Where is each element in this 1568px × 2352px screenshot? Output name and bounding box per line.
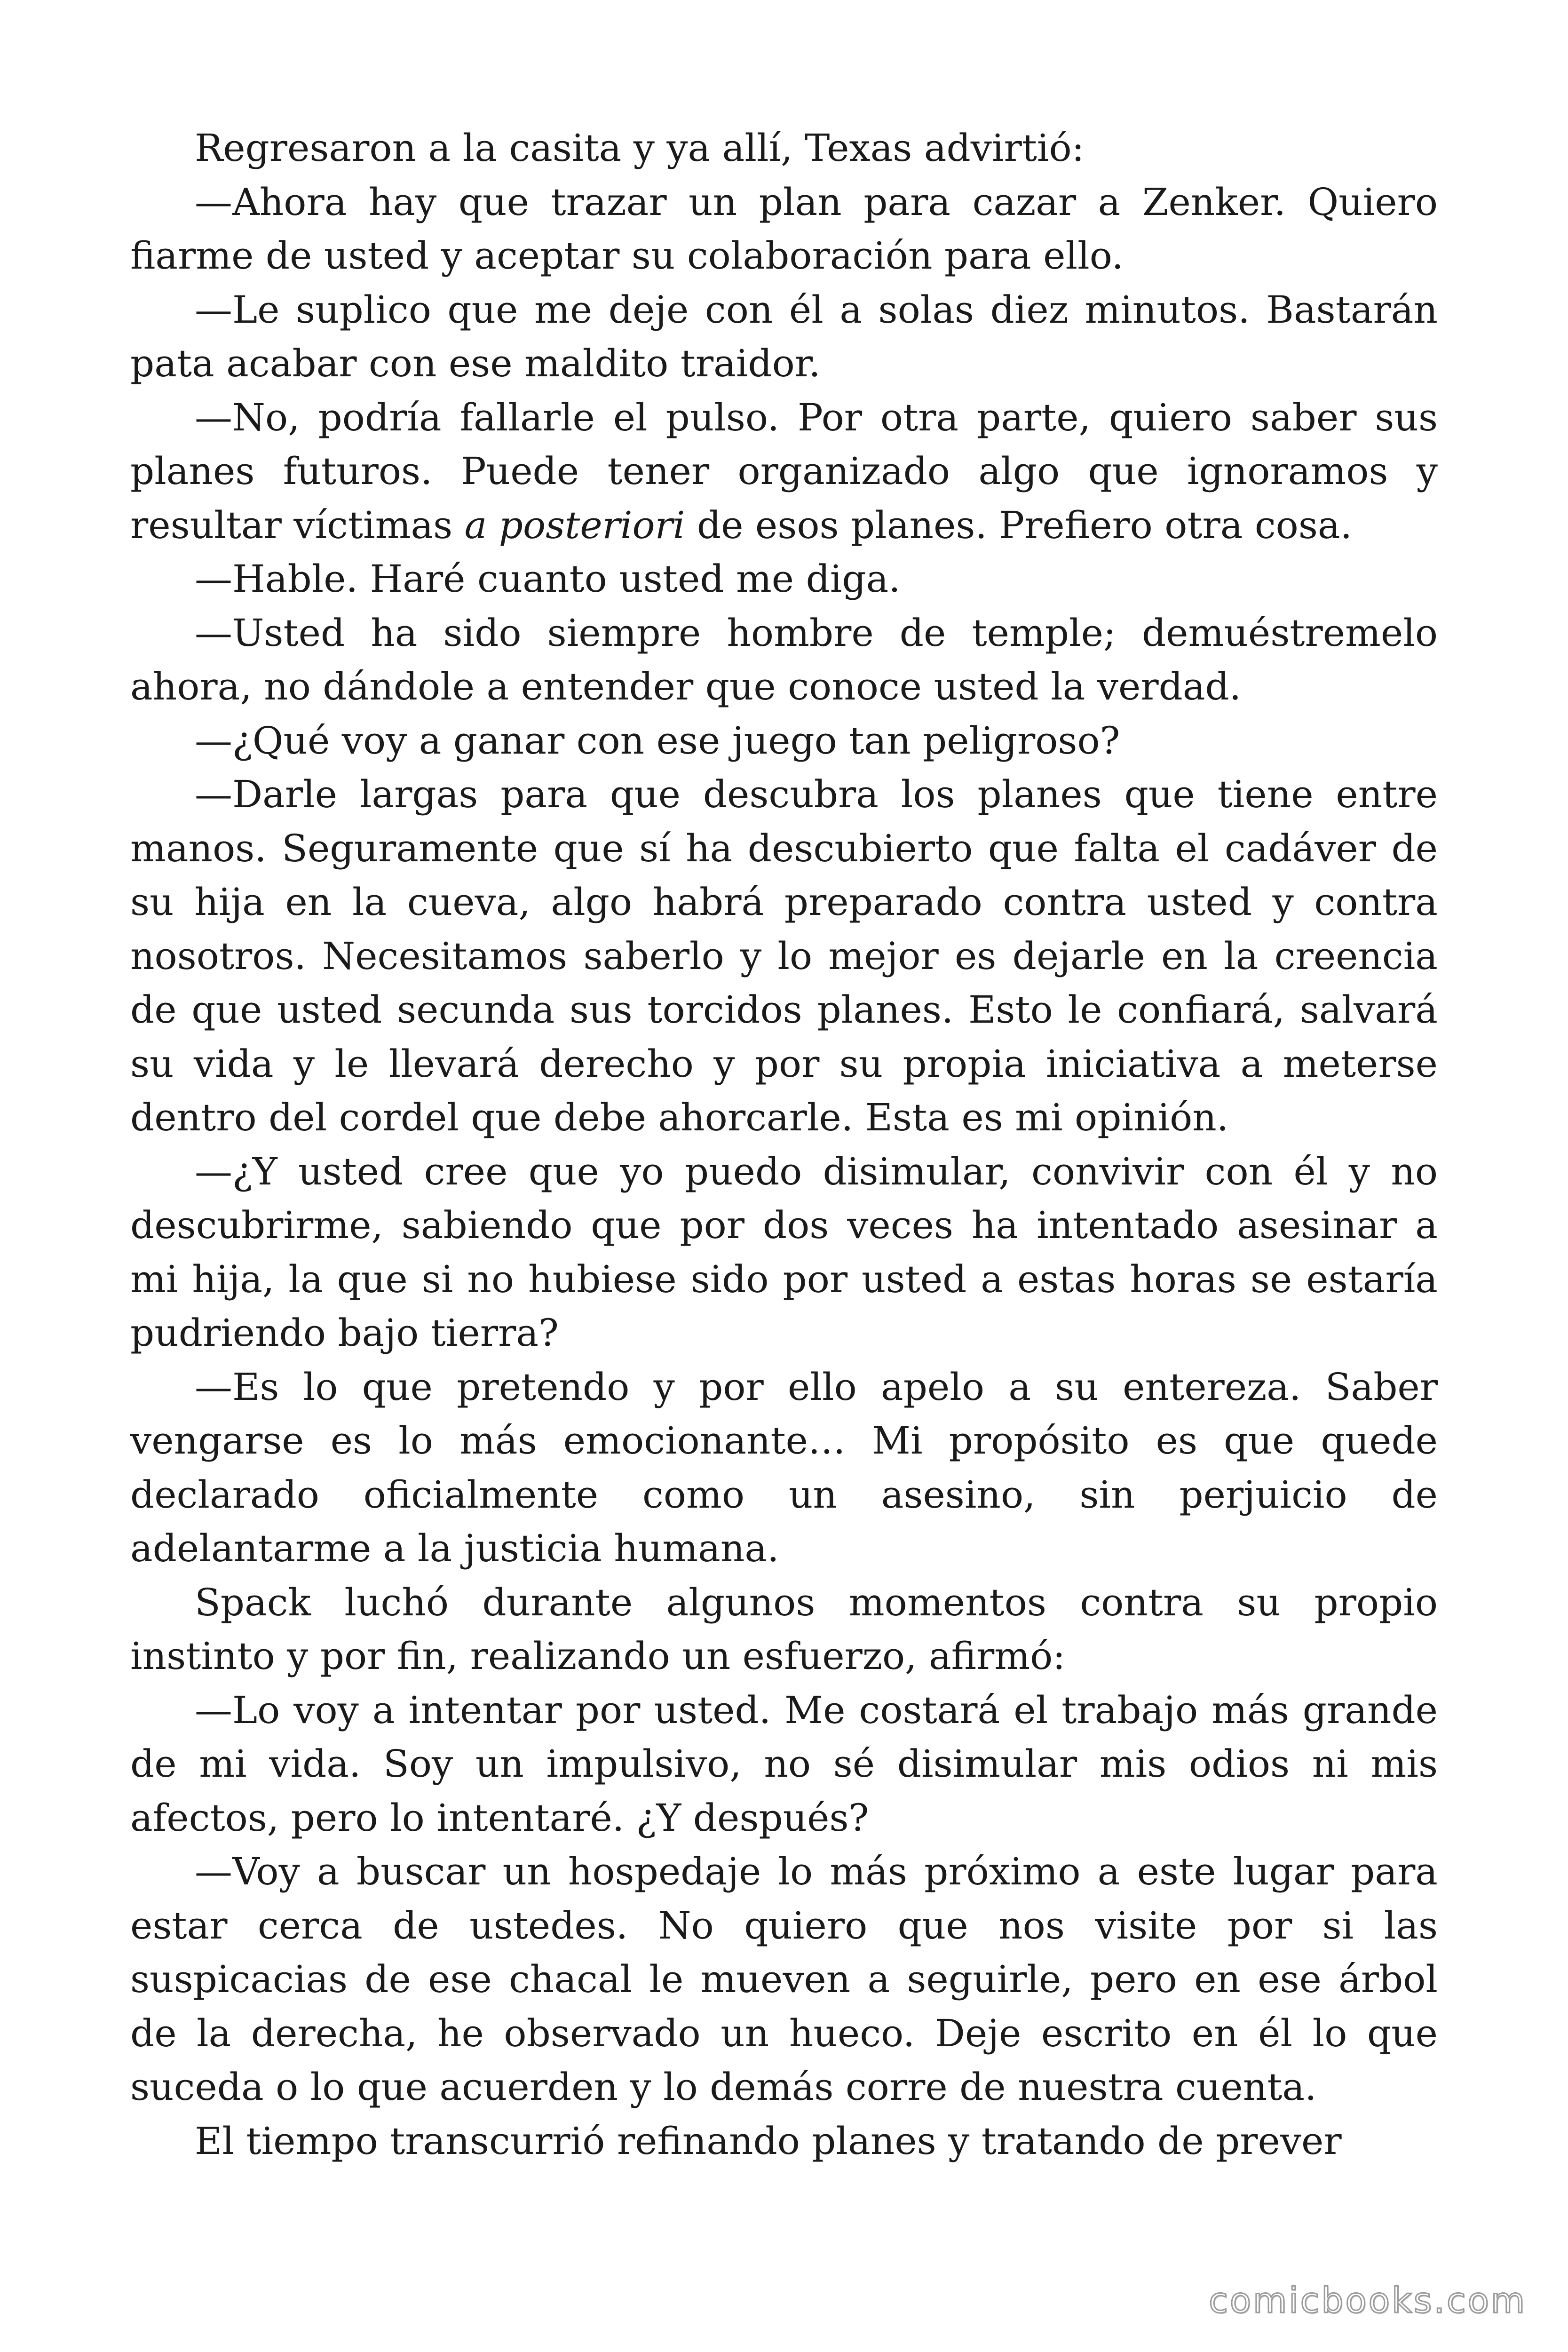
paragraph: —Ahora hay que trazar un plan para cazar a Zenker. Quiero fiarme de usted y aceptar su colaboración para ello. bbox=[130, 180, 1438, 278]
paragraph-text: —No, podría fallarle el pulso. Por otra parte, quiero saber sus planes futuros. Puede tener organizado algo que ignoramos y resultar víctimas bbox=[130, 395, 1438, 547]
paragraph: El tiempo transcurrió refinando planes y tratando de prever bbox=[195, 2119, 1342, 2163]
paragraph: —Usted ha sido siempre hombre de temple; demuéstremelo ahora, no dándole a entender que conoce usted la verdad. bbox=[130, 611, 1438, 708]
paragraph: Regresaron a la casita y ya allí, Texas advirtió: bbox=[195, 126, 1085, 170]
paragraph: —Le suplico que me deje con él a solas diez minutos. Bastarán pata acabar con ese maldito traidor. bbox=[130, 287, 1438, 385]
paragraph-text: de esos planes. Prefiero otra cosa. bbox=[685, 503, 1353, 547]
paragraph: —Es lo que pretendo y por ello apelo a su entereza. Saber vengarse es lo más emocionante… Mi propósito es que quede declarado oficialmente como un asesino, sin perjuicio de adelantarme a la justicia humana. bbox=[130, 1365, 1438, 1570]
paragraph: —¿Qué voy a ganar con ese juego tan peligroso? bbox=[195, 718, 1120, 763]
paragraph: —Voy a buscar un hospedaje lo más próximo a este lugar para estar cerca de ustedes. No quiero que nos visite por si las suspicacias de ese chacal le mueven a seguirle, pero en ese árbol de la derecha, he observado un hueco. Deje escrito en él lo que suceda o lo que acuerden y lo demás corre de nuestra cuenta. bbox=[130, 1850, 1438, 2109]
paragraph: —Hable. Haré cuanto usted me diga. bbox=[195, 557, 901, 601]
watermark: comicbooks.com bbox=[1209, 2280, 1527, 2321]
paragraph: —Lo voy a intentar por usted. Me costará el trabajo más grande de mi vida. Soy un impulsivo, no sé disimular mis odios ni mis afectos, pero lo intentaré. ¿Y después? bbox=[130, 1688, 1438, 1840]
paragraph bbox=[130, 391, 1438, 553]
page-body bbox=[130, 121, 1438, 2168]
italic-phrase: a posteriori bbox=[464, 503, 685, 547]
paragraph: —Darle largas para que descubra los planes que tiene entre manos. Seguramente que sí ha descubierto que falta el cadáver de su hija en la cueva, algo habrá preparado contra usted y contra nosotros. Necesitamos saberlo y lo mejor es dejarle en la creencia de que usted secunda sus torcidos planes. Esto le confiará, salvará su vida y le llevará derecho y por su propia iniciativa a meterse dentro del cordel que debe ahorcarle. Esta es mi opinión. bbox=[130, 772, 1438, 1139]
paragraph: Spack luchó durante algunos momentos contra su propio instinto y por fin, realizando un esfuerzo, afirmó: bbox=[130, 1580, 1438, 1678]
paragraph: —¿Y usted cree que yo puedo disimular, convivir con él y no descubrirme, sabiendo que por dos veces ha intentado asesinar a mi hija, la que si no hubiese sido por usted a estas horas se estaría pudriendo bajo tierra? bbox=[130, 1149, 1438, 1355]
